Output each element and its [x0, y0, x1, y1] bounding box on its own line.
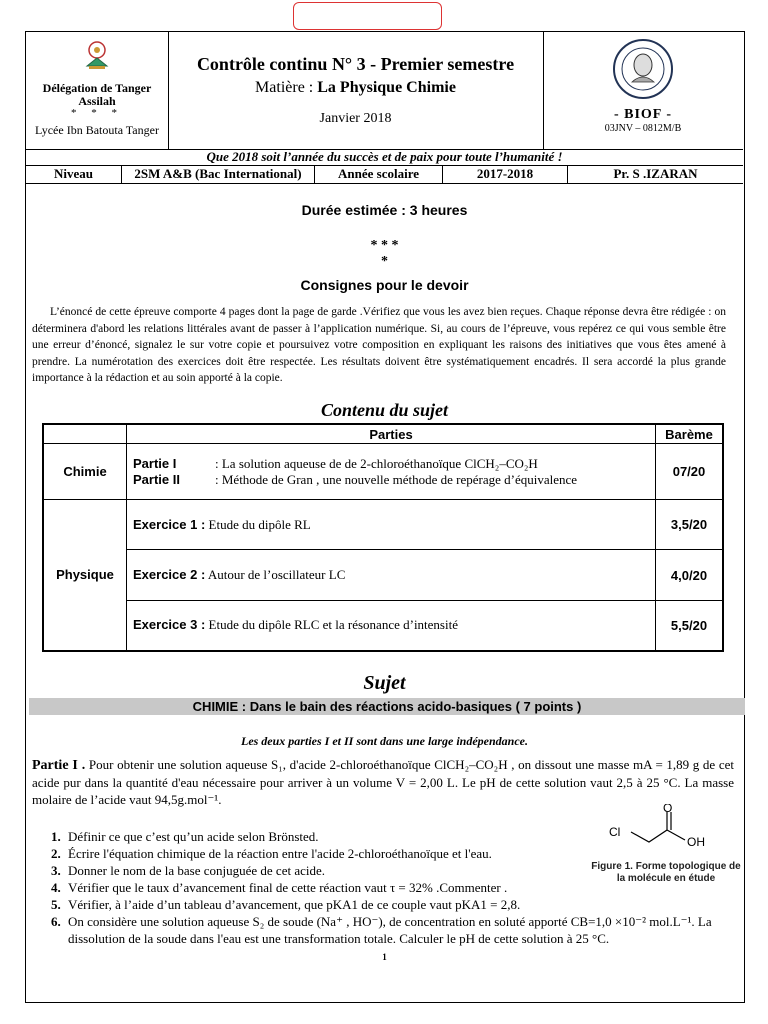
exercise-points: 5,5/20: [656, 601, 724, 651]
exercise-cell: [127, 601, 656, 651]
exam-code: 03JNV – 0812M/B: [604, 123, 682, 134]
exercise-label: Exercice 3 :: [133, 617, 206, 633]
subject-prefix: Matière :: [255, 79, 318, 96]
info-class: 2SM A&B (Bac International): [122, 165, 315, 183]
exam-page: [25, 31, 745, 1003]
header-stars: * * *: [71, 107, 123, 119]
info-row: [26, 165, 743, 184]
exercise-points: 4,0/20: [656, 550, 724, 601]
subject-name: La Physique Chimie: [317, 79, 456, 96]
question-item: 6. On considère une solution aqueuse S₂ de soude (Na⁺ , HO⁻), de concentration en soluté apporté CB=1,0 ×10⁻² mol.L⁻¹. La dissolution de la soude dans l'eau est une transformation totale. Calculer le pH de cette solution à 25 °C.: [64, 913, 764, 947]
exam-header: [26, 32, 743, 150]
partie-1-heading: Partie I .: [32, 758, 86, 773]
info-niveau: Niveau: [26, 165, 122, 183]
contenu-title: Contenu du sujet: [320, 400, 449, 420]
exercise-cell: [127, 500, 656, 550]
asterisks-separator: [26, 238, 743, 270]
part-description: : La solution aqueuse de de 2-chloroéthanoïque ClCH₂–CO₂H: [215, 455, 538, 471]
table-row: [43, 444, 723, 500]
table-header-row: [43, 424, 723, 444]
table-row: [43, 550, 723, 601]
question-item: 3. Donner le nom de la base conjuguée de cet acide.: [64, 862, 588, 879]
lycee-name: Lycée Ibn Batouta Tanger: [35, 123, 159, 137]
header-middle-block: [168, 32, 544, 149]
question-item: 4. Vérifier que le taux d’avancement final de cette réaction vaut τ = 32% .Commenter .: [64, 879, 588, 896]
sujet-title: Sujet: [363, 672, 406, 694]
part-description: : Méthode de Gran , une nouvelle méthode de repérage d’équivalence: [215, 471, 578, 487]
info-teacher: Pr. S .IZARAN: [613, 166, 698, 181]
consignes-text: L’énoncé de cette épreuve comporte 4 pages dont la page de garde .Vérifiez que vous les avez bien reçues. Chaque réponse devra être rédigée : on déterminera d'abord les relations littérales avant de passer à l’application numérique. Si, au cours de l’épreuve, vous repérez ce qui vous semble être une erreur d’énoncé, signalez le sur votre copie et poursuivez votre composition en expliquant les raisons des initiatives que vous êtes amené à prendre. La numérotation des exercices doit être respectée. Les résultats doivent être systématiquement encadrés. Il sera accordé la plus grande importance à la rédaction et au soin apporté à la copie.: [32, 306, 726, 384]
chimie-points: 07/20: [656, 444, 724, 500]
contents-table: [42, 423, 724, 652]
school-seal-icon: [612, 38, 674, 100]
biof-label: - BIOF -: [613, 107, 673, 122]
table-header-parties: Parties: [127, 424, 656, 444]
motto-line: Que 2018 soit l’année du succès et de paix pour toute l’humanité !: [26, 149, 743, 166]
table-header-bareme: Barème: [656, 424, 724, 444]
table-row: [43, 500, 723, 550]
partie-1-intro: [32, 756, 734, 808]
header-left-block: [26, 32, 169, 149]
question-item: 2. Écrire l'équation chimique de la réaction entre l'acide 2-chloroéthanoïque et l'eau.: [64, 845, 588, 862]
info-annee-value: 2017-2018: [443, 165, 568, 183]
delegation-name: Délégation de Tanger Assilah: [42, 81, 152, 108]
exam-subject: [168, 79, 543, 97]
section-physique: Physique: [43, 500, 127, 651]
page-number: 1: [382, 952, 387, 962]
exercise-cell: [127, 550, 656, 601]
part-label: Partie I: [133, 455, 177, 471]
exercise-description: Etude du dipôle RLC et la résonance d’intensité: [205, 617, 458, 633]
exercise-description: Autour de l’oscillateur LC: [205, 567, 346, 582]
chimie-part-2: [133, 472, 649, 488]
figure-caption: Figure 1. Forme topologique de la molécule en étude: [591, 861, 741, 884]
info-annee-label: Année scolaire: [315, 165, 443, 183]
table-header-empty: [43, 424, 127, 444]
chimie-parts: [127, 444, 656, 500]
chimie-part-1: [133, 456, 649, 472]
independence-note: Les deux parties I et II sont dans une large indépendance.: [240, 734, 528, 748]
atom-cl: Cl: [609, 825, 621, 839]
moroccan-emblem-icon: [79, 36, 115, 72]
exercise-label: Exercice 2 :: [133, 567, 206, 582]
question-item: 5. Vérifier, à l’aide d’un tableau d’avancement, que pKA1 de ce couple vaut pKA1 = 2,8.: [64, 896, 764, 913]
partie-1-text: Pour obtenir une solution aqueuse S₁, d'acide 2-chloroéthanoïque ClCH₂–CO₂H , on dissout une masse mA = 1,89 g de cet acide pur dans la quantité d'eau nécessaire pour arriver à un volume V = 2,00 L. Le pH de cette solution vaut 2,5 à 25 °C. La masse molaire de l’acide vaut 94,5g.mol⁻¹.: [32, 757, 734, 807]
asterisks-line-1: * * *: [370, 238, 399, 253]
question-item: 1. Définir ce que c’est qu’un acide selon Brönsted.: [64, 828, 588, 845]
exercise-label: Exercice 1 :: [133, 516, 206, 532]
exercise-description: Etude du dipôle RL: [205, 516, 311, 532]
chimie-section-bar: CHIMIE : Dans le bain des réactions acido-basiques ( 7 points ): [29, 698, 745, 715]
section-chimie: Chimie: [43, 444, 127, 500]
duration: Durée estimée : 3 heures: [301, 202, 468, 218]
exercise-points: 3,5/20: [656, 500, 724, 550]
exam-title: Contrôle continu N° 3 - Premier semestre: [196, 54, 515, 74]
atom-oh: OH: [687, 835, 705, 849]
asterisks-line-2: *: [381, 254, 388, 269]
consignes-title: Consignes pour le devoir: [300, 277, 469, 293]
questions-list: [44, 828, 764, 947]
atom-o: O: [663, 804, 673, 815]
part-label: Partie II: [133, 471, 180, 487]
header-right-block: [543, 32, 743, 149]
table-row: [43, 601, 723, 651]
top-tab-marker: [293, 2, 442, 30]
exam-date: Janvier 2018: [319, 111, 392, 126]
